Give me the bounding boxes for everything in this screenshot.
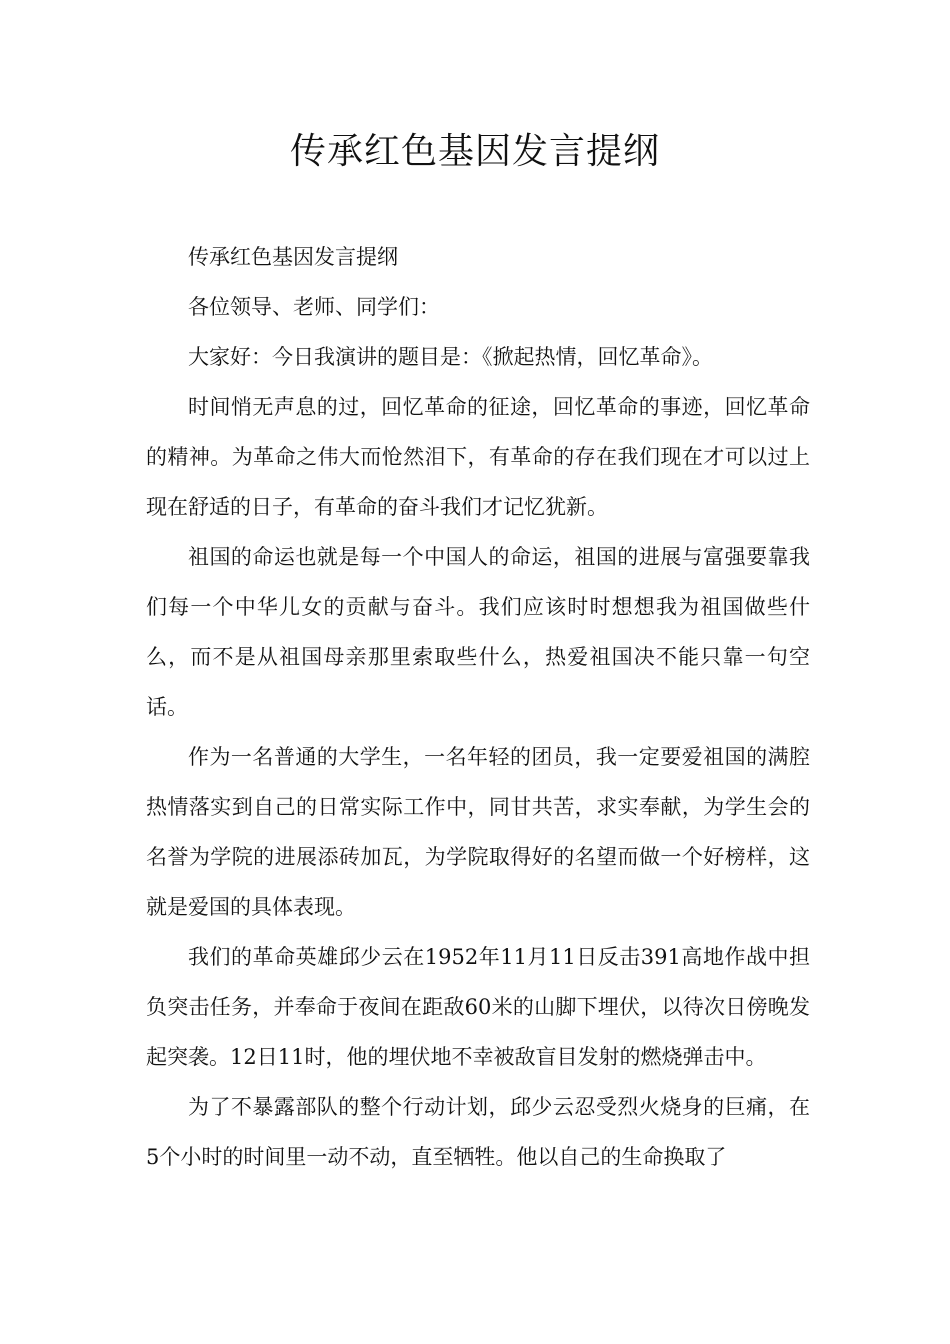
- paragraph-body: 为了不暴露部队的整个行动计划，邱少云忍受烈火烧身的巨痛，在5个小时的时间里一动不动，直至牺牲。他以自己的生命换取了: [146, 1095, 810, 1169]
- paragraph-body: 时间悄无声息的过，回忆革命的征途，回忆革命的事迹，回忆革命的精神。为革命之伟大而怆然泪下，有革命的存在我们现在才可以过上现在舒适的日子，有革命的奋斗我们才记忆犹新。: [146, 395, 810, 519]
- paragraph-greeting: 大家好：今日我演讲的题目是：《掀起热情，回忆革命》。: [188, 345, 713, 369]
- paragraph-subtitle: 传承红色基因发言提纲: [188, 245, 398, 269]
- paragraph-salutation: 各位领导、老师、同学们：: [188, 295, 440, 319]
- paragraph-body: 我们的革命英雄邱少云在1952年11月11日反击391高地作战中担负突击任务，并奉命于夜间在距敌60米的山脚下埋伏，以待次日傍晚发起突袭。12日11时，他的埋伏地不幸被敌盲目发射的燃烧弹击中。: [146, 945, 810, 1069]
- document-title: 传承红色基因发言提纲: [289, 131, 660, 172]
- paragraph-body: 作为一名普通的大学生，一名年轻的团员，我一定要爱祖国的满腔热情落实到自己的日常实际工作中，同甘共苦，求实奉献，为学生会的名誉为学院的进展添砖加瓦，为学院取得好的名望而做一个好榜样，这就是爱国的具体表现。: [146, 745, 810, 919]
- document-body: [146, 232, 810, 1182]
- paragraph-body: 祖国的命运也就是每一个中国人的命运，祖国的进展与富强要靠我们每一个中华儿女的贡献与奋斗。我们应该时时想想我为祖国做些什么，而不是从祖国母亲那里索取些什么，热爱祖国决不能只靠一句空话。: [146, 545, 810, 719]
